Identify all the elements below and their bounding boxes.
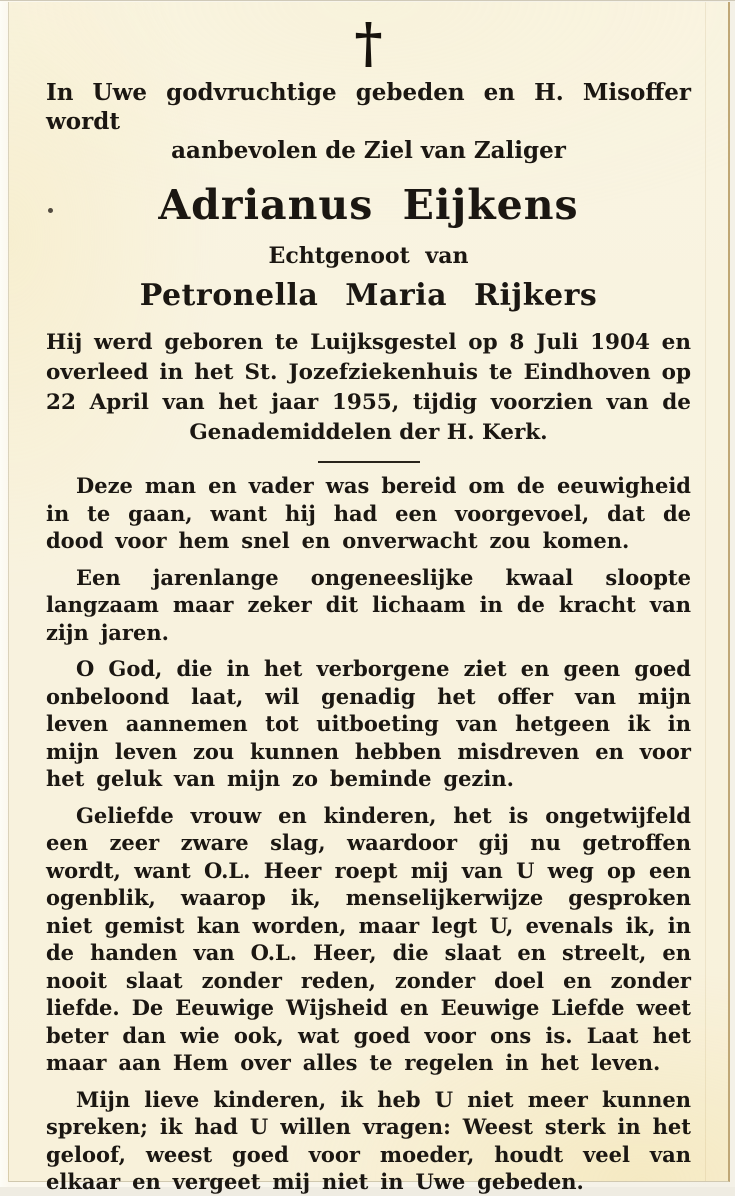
memorial-paragraph-3: O God, die in het verborgene ziet en geen goed onbeloond laat, wil genadig het offer van mijn leven aannemen tot uitboeting van hetgeen ik in mijn leven zou kunnen hebben misdreven en voor het geluk van mijn zo beminde gezin. [46, 656, 691, 791]
print-speck [48, 208, 53, 213]
intro-text [46, 78, 691, 165]
memorial-paragraph-4: Geliefde vrouw en kinderen, het is ongetwijfeld een zeer zware slag, waardoor gij nu getroffen wordt, want O.L. Heer roept mij van U weg op een ogenblik, waarop ik, menselijkerwijze gesproken niet gemist kan worden, maar legt U, evenals ik, in de handen van O.L. Heer, die slaat en streelt, en nooit slaat zonder reden, zonder doel en zonder liefde. De Eeuwige Wijsheid en Eeuwige Liefde weet beter dan wie ook, wat goed voor ons is. Laat het maar aan Hem over alles te regelen in het leven. [46, 802, 691, 1075]
memorial-text [46, 472, 691, 1196]
vitals-line-1: Hij werd geboren te Luijksgestel op 8 Juli 1904 en [46, 330, 691, 355]
memorial-paragraph-2: Een jarenlange ongeneeslijke kwaal sloopte langzaam maar zeker dit lichaam in de kracht van zijn jaren. [46, 564, 691, 645]
vitals-line-4: Genademiddelen der H. Kerk. [189, 420, 548, 445]
memorial-paragraph-5: Mijn lieve kinderen, ik heb U niet meer kunnen spreken; ik had U willen vragen: Weest sterk in het geloof, weest goed voor moeder, houdt veel van elkaar en vergeet mij niet in Uwe gebeden. [46, 1086, 691, 1194]
memorial-paragraph-1: Deze man en vader was bereid om de eeuwigheid in te gaan, want hij had een voorgevoel, dat de dood voor hem snel en onverwacht zou komen. [46, 473, 691, 553]
vitals-line-2: overleed in het St. Jozefziekenhuis te Eindhoven op [46, 360, 691, 385]
vitals-paragraph [46, 328, 691, 448]
intro-line-2: aanbevolen de Ziel van Zaliger [171, 137, 566, 164]
relation-label: Echtgenoot van [268, 243, 469, 269]
deceased-name: Adrianus Eijkens [46, 182, 691, 228]
intro-line-1: In Uwe godvruchtige gebeden en H. Misoffer wordt [46, 79, 691, 135]
memorial-card [8, 2, 730, 1194]
vitals-line-3: 22 April van het jaar 1955, tijdig voorzien van de [46, 390, 691, 415]
cross-icon: † [354, 11, 383, 75]
spouse-name: Petronella Maria Rijkers [139, 278, 598, 313]
section-divider [318, 461, 420, 463]
